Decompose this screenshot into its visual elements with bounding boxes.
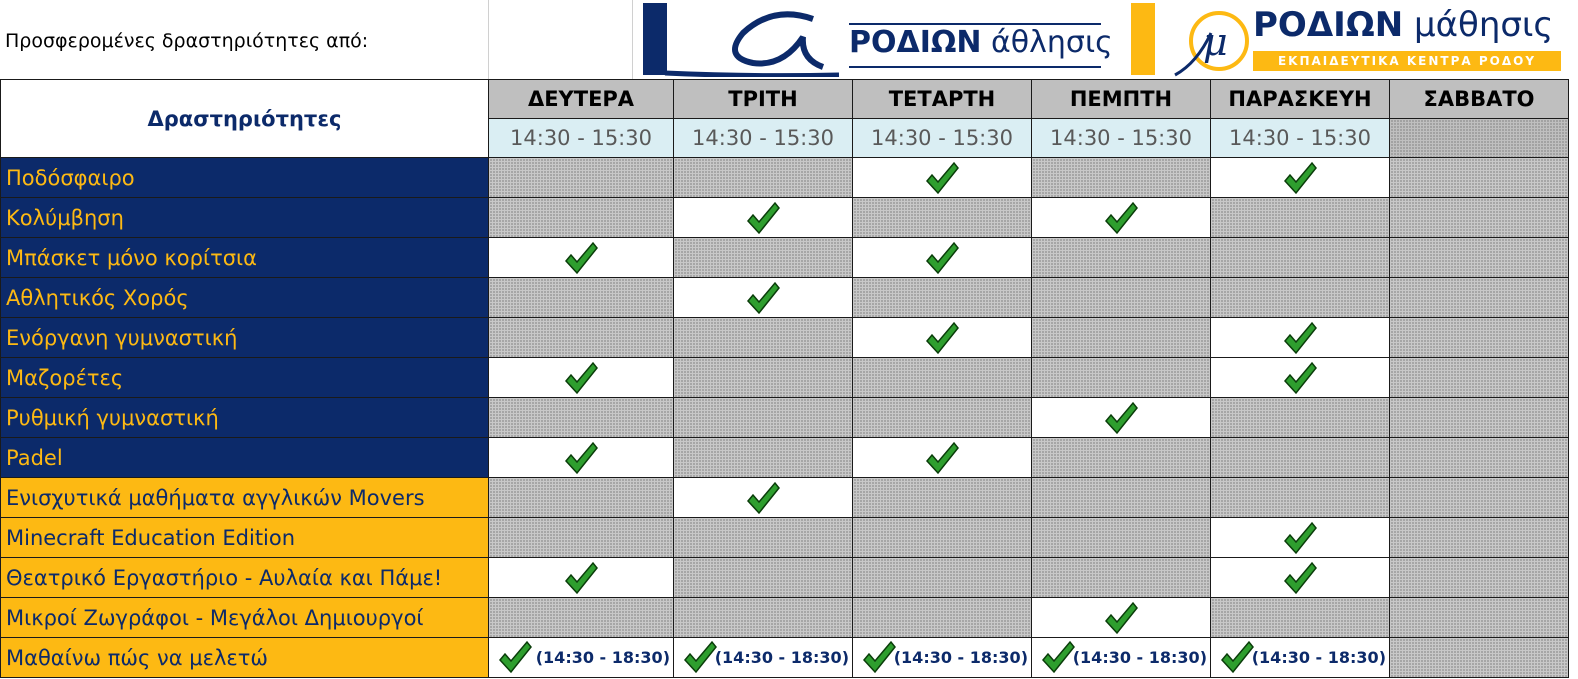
empty-cell — [1211, 598, 1390, 638]
scheduled-cell — [853, 438, 1032, 478]
table-row — [1, 478, 1569, 518]
checkmark-icon — [924, 321, 960, 355]
checkmark-icon — [1103, 201, 1139, 235]
empty-cell — [674, 518, 853, 558]
empty-cell — [674, 358, 853, 398]
empty-cell — [1211, 198, 1390, 238]
empty-cell — [1032, 558, 1211, 598]
checkmark-icon — [563, 441, 599, 475]
empty-cell — [489, 278, 674, 318]
empty-cell — [674, 438, 853, 478]
checkmark-icon — [924, 441, 960, 475]
checkmark-icon — [1103, 401, 1139, 435]
checkmark-icon — [924, 241, 960, 275]
scheduled-cell — [1211, 318, 1390, 358]
logo-rule — [849, 66, 1101, 68]
day-header: ΠΑΡΑΣΚΕΥΗ — [1211, 80, 1390, 119]
page-header — [0, 0, 1578, 80]
checkmark-icon — [1040, 640, 1076, 674]
checkmark-icon — [1282, 521, 1318, 555]
empty-cell — [1390, 358, 1569, 398]
checkmark-icon — [563, 561, 599, 595]
empty-cell — [1390, 598, 1569, 638]
activity-name: Ενισχυτικά μαθήματα αγγλικών Movers — [1, 478, 489, 518]
activity-name: Αθλητικός Χορός — [1, 278, 489, 318]
intro-text: Προσφερομένες δραστηριότητες από: — [5, 30, 369, 52]
scheduled-cell — [1032, 638, 1211, 678]
empty-cell — [489, 158, 674, 198]
day-time: 14:30 - 15:30 — [1211, 119, 1390, 158]
empty-cell — [489, 478, 674, 518]
scheduled-cell — [1032, 598, 1211, 638]
empty-cell — [1390, 558, 1569, 598]
activity-name: Ενόργανη γυμναστική — [1, 318, 489, 358]
empty-cell — [1032, 278, 1211, 318]
day-header: ΣΑΒΒΑΤΟ — [1390, 80, 1569, 119]
empty-cell — [1390, 478, 1569, 518]
rodion-mathisis-logo — [1131, 3, 1571, 78]
empty-cell — [1211, 278, 1390, 318]
schedule-table — [0, 79, 1569, 678]
table-row — [1, 638, 1569, 678]
empty-cell — [489, 398, 674, 438]
time-note: (14:30 - 18:30) — [535, 648, 670, 667]
checkmark-icon — [745, 481, 781, 515]
empty-cell — [1032, 318, 1211, 358]
scheduled-cell — [1211, 638, 1390, 678]
empty-cell — [489, 318, 674, 358]
logo-wordmark: ΡΟΔΙΩΝ μάθησις — [1253, 5, 1554, 45]
header-divider — [488, 0, 489, 80]
scheduled-cell — [489, 638, 674, 678]
scheduled-cell — [489, 358, 674, 398]
day-header: ΔΕΥΤΕΡΑ — [489, 80, 674, 119]
activities-header: Δραστηριότητες — [1, 80, 489, 158]
empty-cell — [853, 518, 1032, 558]
empty-cell — [1211, 438, 1390, 478]
empty-cell — [489, 598, 674, 638]
empty-cell — [1032, 438, 1211, 478]
activity-name: Ποδόσφαιρο — [1, 158, 489, 198]
scheduled-cell — [1032, 398, 1211, 438]
day-header: ΠΕΜΠΤΗ — [1032, 80, 1211, 119]
empty-cell — [674, 558, 853, 598]
activity-name: Μαζορέτες — [1, 358, 489, 398]
empty-cell — [489, 198, 674, 238]
scheduled-cell — [489, 558, 674, 598]
table-row — [1, 398, 1569, 438]
empty-cell — [1390, 238, 1569, 278]
empty-cell — [1390, 318, 1569, 358]
empty-cell — [853, 358, 1032, 398]
time-note: (14:30 - 18:30) — [893, 648, 1028, 667]
empty-cell — [853, 278, 1032, 318]
table-row — [1, 518, 1569, 558]
table-row — [1, 158, 1569, 198]
activity-name: Μπάσκετ μόνο κορίτσια — [1, 238, 489, 278]
checkmark-icon — [563, 241, 599, 275]
checkmark-icon — [1282, 561, 1318, 595]
mu-swirl-icon — [1167, 3, 1253, 77]
empty-cell — [1390, 198, 1569, 238]
checkmark-icon — [682, 640, 718, 674]
empty-cell — [489, 518, 674, 558]
scheduled-cell — [1211, 518, 1390, 558]
empty-cell — [1032, 478, 1211, 518]
scheduled-cell — [1211, 358, 1390, 398]
rodion-athlisis-logo — [643, 3, 1113, 78]
empty-cell — [1390, 438, 1569, 478]
empty-cell — [1032, 358, 1211, 398]
swoosh-a-icon — [663, 7, 843, 77]
day-time: 14:30 - 15:30 — [853, 119, 1032, 158]
time-note: (14:30 - 18:30) — [714, 648, 849, 667]
empty-cell — [1032, 158, 1211, 198]
logo-subtitle: ΕΚΠΑΙΔΕΥΤΙΚΑ ΚΕΝΤΡΑ ΡΟΔΟΥ — [1253, 51, 1561, 71]
checkmark-icon — [497, 640, 533, 674]
activity-name: Θεατρικό Εργαστήριο - Αυλαία και Πάμε! — [1, 558, 489, 598]
checkmark-icon — [861, 640, 897, 674]
empty-cell — [1032, 518, 1211, 558]
day-header: ΤΡΙΤΗ — [674, 80, 853, 119]
scheduled-cell — [1211, 158, 1390, 198]
day-time: 14:30 - 15:30 — [489, 119, 674, 158]
empty-cell — [1390, 158, 1569, 198]
logo-bar — [1131, 3, 1155, 75]
empty-cell — [674, 158, 853, 198]
checkmark-icon — [745, 281, 781, 315]
day-time: 14:30 - 15:30 — [1032, 119, 1211, 158]
activity-name: Padel — [1, 438, 489, 478]
empty-cell — [1390, 518, 1569, 558]
table-row — [1, 358, 1569, 398]
table-row — [1, 198, 1569, 238]
empty-cell — [1211, 478, 1390, 518]
table-row — [1, 598, 1569, 638]
table-row — [1, 438, 1569, 478]
activity-name: Minecraft Education Edition — [1, 518, 489, 558]
checkmark-icon — [1282, 361, 1318, 395]
empty-cell — [1211, 398, 1390, 438]
time-note: (14:30 - 18:30) — [1251, 648, 1386, 667]
empty-cell — [674, 598, 853, 638]
scheduled-cell — [1032, 198, 1211, 238]
checkmark-icon — [1103, 601, 1139, 635]
table-row — [1, 278, 1569, 318]
scheduled-cell — [674, 278, 853, 318]
empty-cell — [853, 198, 1032, 238]
table-row — [1, 238, 1569, 278]
activity-name: Ρυθμική γυμναστική — [1, 398, 489, 438]
checkmark-icon — [1282, 321, 1318, 355]
activity-name: Κολύμβηση — [1, 198, 489, 238]
scheduled-cell — [853, 158, 1032, 198]
empty-cell — [674, 318, 853, 358]
empty-cell — [1390, 638, 1569, 678]
table-row — [1, 558, 1569, 598]
activity-name: Μαθαίνω πώς να μελετώ — [1, 638, 489, 678]
scheduled-cell — [853, 318, 1032, 358]
empty-cell — [1211, 238, 1390, 278]
scheduled-cell — [674, 478, 853, 518]
empty-cell — [853, 558, 1032, 598]
scheduled-cell — [489, 238, 674, 278]
svg-text:μ: μ — [1203, 20, 1228, 64]
empty-cell — [1390, 278, 1569, 318]
scheduled-cell — [1211, 558, 1390, 598]
scheduled-cell — [674, 638, 853, 678]
logo-wordmark: ΡΟΔΙΩΝ άθλησις — [849, 25, 1113, 60]
empty-cell — [674, 398, 853, 438]
time-note: (14:30 - 18:30) — [1072, 648, 1207, 667]
day-time: 14:30 - 15:30 — [674, 119, 853, 158]
table-row — [1, 318, 1569, 358]
scheduled-cell — [853, 638, 1032, 678]
checkmark-icon — [563, 361, 599, 395]
checkmark-icon — [1282, 161, 1318, 195]
checkmark-icon — [1219, 640, 1255, 674]
empty-cell — [1390, 398, 1569, 438]
empty-cell — [674, 238, 853, 278]
scheduled-cell — [489, 438, 674, 478]
empty-cell — [853, 598, 1032, 638]
empty-cell — [853, 398, 1032, 438]
day-header: ΤΕΤΑΡΤΗ — [853, 80, 1032, 119]
header-divider — [632, 0, 633, 80]
empty-cell — [1032, 238, 1211, 278]
scheduled-cell — [853, 238, 1032, 278]
empty-cell — [853, 478, 1032, 518]
scheduled-cell — [674, 198, 853, 238]
day-time — [1390, 119, 1569, 158]
checkmark-icon — [924, 161, 960, 195]
checkmark-icon — [745, 201, 781, 235]
activity-name: Μικροί Ζωγράφοι - Μεγάλοι Δημιουργοί — [1, 598, 489, 638]
